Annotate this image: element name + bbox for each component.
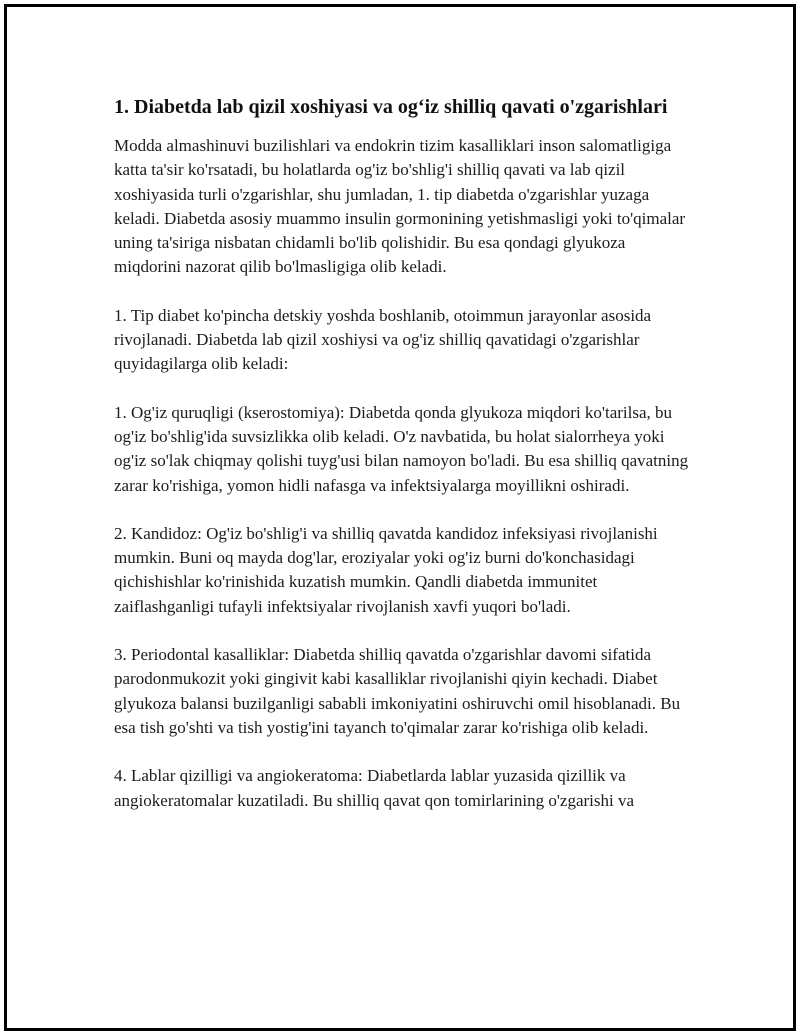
paragraph-intro: Modda almashinuvi buzilishlari va endokrin tizim kasalliklari inson salomatligiga katta ta'sir ko'rsatadi, bu holatlarda og'iz bo'shlig'i shilliq qavati va lab qizil xoshiyasida turli o'zgarishlar, shu jumladan, 1. tip diabetda o'zgarishlar yuzaga keladi. Diabetda asosiy muammo insulin gormonining yetishmasligi yoki to'qimalar uning ta'siriga nisbatan chidamli bo'lib qolishidir. Bu esa qondagi glyukoza miqdorini nazorat qilib bo'lmasligiga olib keladi. bbox=[114, 136, 686, 277]
paragraph-candidiasis: 2. Kandidoz: Og'iz bo'shlig'i va shilliq qavatda kandidoz infeksiyasi rivojlanishi mumkin. Buni oq mayda dog'lar, eroziyalar yoki og'iz burni do'konchasidagi qichishishlar ko'rinishida kuzatish mumkin. Qandli diabetda immunitet zaiflashganligi tufayli infektsiyalar rivojlanish xavfi yuqori bo'ladi. bbox=[114, 523, 658, 616]
document-title: 1. Diabetda lab qizil xoshiyasi va og‘iz shilliq qavati o'zgarishlari bbox=[114, 96, 668, 118]
paragraph-type1-diabetes: 1. Tip diabet ko'pincha detskiy yoshda boshlanib, otoimmun jarayonlar asosida rivojlanadi. Diabetda lab qizil xoshiysi va og'iz shilliq qavatidagi o'zgarishlar quyidagilarga olib keladi: bbox=[114, 305, 652, 374]
paragraph-xerostomia: 1. Og'iz quruqligi (kserostomiya): Diabetda qonda glyukoza miqdori ko'tarilsa, bu og'iz bo'shlig'ida suvsizlikka olib keladi. O'z navbatida, bu holat sialorrheya yoki og'iz so'lak chiqmay qolishi tuyg'usi bilan namoyon bo'ladi. Bu esa shilliq qavatning zarar ko'rishiga, yomon hidli nafasga va infektsiyalarga moyillikni oshiradi. bbox=[114, 402, 689, 495]
paragraph-lip-redness: 4. Lablar qizilligi va angiokeratoma: Diabetlarda lablar yuzasida qizillik va angiokeratomalar kuzatiladi. Bu shilliq qavat qon tomirlarining o'zgarishi va bbox=[114, 766, 635, 810]
document-body bbox=[114, 93, 689, 837]
paragraph-periodontal: 3. Periodontal kasalliklar: Diabetda shilliq qavatda o'zgarishlar davomi sifatida parodonmukozit yoki gingivit kabi kasalliklar rivojlanishi qiyin kechadi. Diabet glyukoza balansi buzilganligi sababli imkoniyatini oshiruvchi omil hisoblanadi. Bu esa tish go'shti va tish yostig'ini tayanch to'qimalar zarar ko'rishiga olib keladi. bbox=[114, 645, 681, 737]
